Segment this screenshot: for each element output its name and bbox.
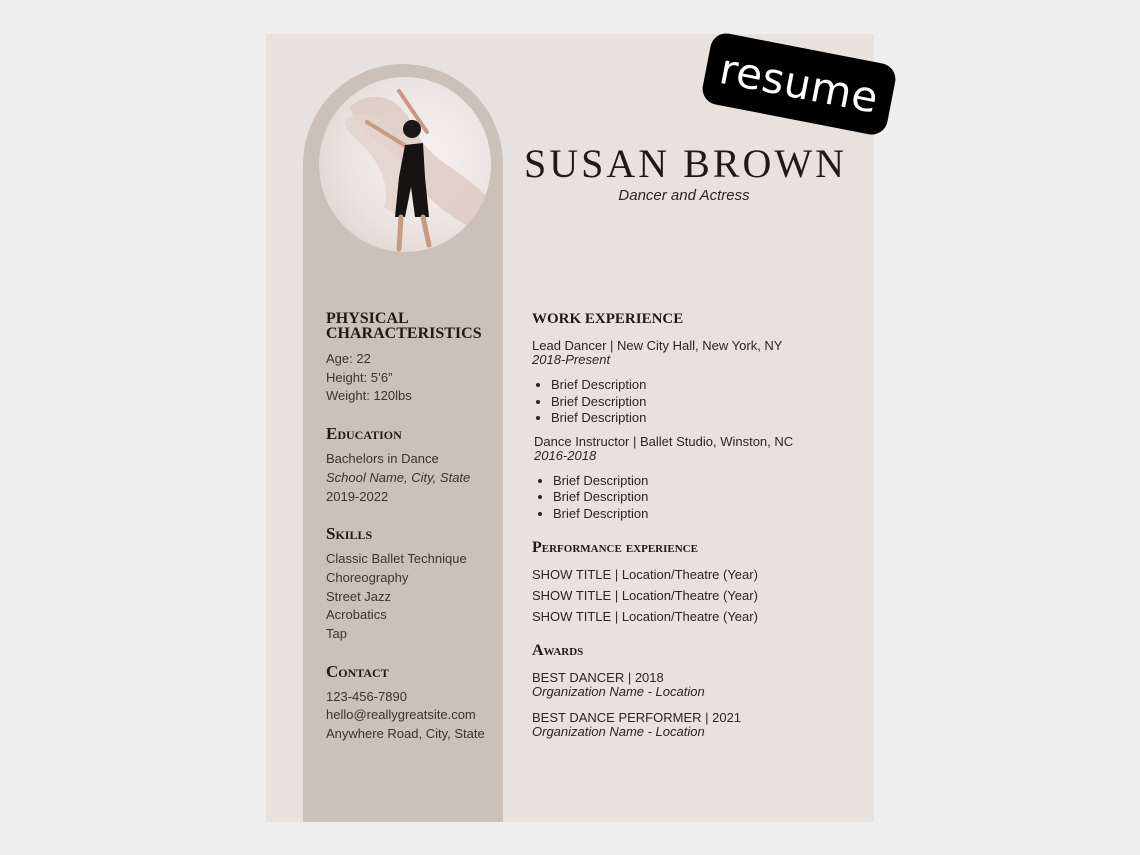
job-bullet: • Brief Description bbox=[553, 506, 852, 523]
performance-item: SHOW TITLE | Location/Theatre (Year) bbox=[532, 609, 758, 624]
job-bullets bbox=[534, 473, 852, 523]
contact-phone: 123-456-7890 bbox=[326, 688, 407, 704]
performance-item: SHOW TITLE | Location/Theatre (Year) bbox=[532, 588, 758, 603]
education-title: Education bbox=[326, 424, 402, 444]
job-bullets bbox=[532, 377, 852, 427]
job-dates: 2018-Present bbox=[532, 352, 611, 367]
physical-age: Age: 22 bbox=[326, 351, 371, 366]
work-title: WORK EXPERIENCE bbox=[532, 311, 684, 327]
job-role: Lead Dancer | New City Hall, New York, NY bbox=[532, 338, 783, 353]
sticker-label: resume bbox=[715, 44, 883, 123]
award-org: Organization Name - Location bbox=[532, 724, 705, 739]
physical-section bbox=[326, 311, 496, 406]
job-bullet: • Brief Description bbox=[551, 410, 852, 427]
performance-item: SHOW TITLE | Location/Theatre (Year) bbox=[532, 567, 758, 582]
profile-photo bbox=[319, 77, 491, 252]
sidebar-content bbox=[326, 311, 496, 764]
award-org: Organization Name - Location bbox=[532, 684, 705, 699]
resume-name: SUSAN BROWN bbox=[524, 141, 848, 186]
job-entry bbox=[532, 435, 852, 523]
education-section bbox=[326, 426, 496, 506]
contact-address: Anywhere Road, City, State bbox=[326, 726, 485, 742]
job-entry bbox=[532, 339, 852, 427]
skill-item: Tap bbox=[326, 626, 347, 642]
job-bullet: • Brief Description bbox=[553, 489, 852, 506]
physical-weight: Weight: 120lbs bbox=[326, 388, 412, 404]
contact-email: hello@reallygreatsite.com bbox=[326, 707, 476, 723]
job-dates: 2016-2018 bbox=[534, 447, 597, 463]
contact-title: Contact bbox=[326, 661, 389, 681]
skills-title: Skills bbox=[326, 524, 373, 544]
performance-title: Performance experience bbox=[532, 539, 698, 556]
contact-section bbox=[326, 661, 496, 744]
physical-height: Height: 5’6” bbox=[326, 369, 393, 385]
award-title: BEST DANCE PERFORMER | 2021 bbox=[532, 710, 742, 725]
main-content bbox=[532, 311, 852, 751]
job-bullet: • Brief Description bbox=[553, 473, 852, 490]
resume-subtitle: Dancer and Actress bbox=[618, 187, 750, 204]
awards-title: Awards bbox=[532, 642, 584, 659]
education-years: 2019-2022 bbox=[326, 488, 389, 504]
job-role: Dance Instructor | Ballet Studio, Winston, NC bbox=[534, 433, 794, 449]
physical-title: PHYSICAL CHARACTERISTICS bbox=[326, 310, 482, 342]
skills-section bbox=[326, 526, 496, 644]
skill-item: Classic Ballet Technique bbox=[326, 551, 467, 567]
award-title: BEST DANCER | 2018 bbox=[532, 670, 664, 685]
education-school: School Name, City, State bbox=[326, 469, 471, 485]
skill-item: Street Jazz bbox=[326, 588, 392, 604]
education-degree: Bachelors in Dance bbox=[326, 451, 439, 467]
resume-page bbox=[266, 34, 874, 822]
job-bullet: • Brief Description bbox=[551, 394, 852, 411]
job-bullet: • Brief Description bbox=[551, 377, 852, 394]
skill-item: Choreography bbox=[326, 569, 409, 585]
skill-item: Acrobatics bbox=[326, 607, 387, 623]
